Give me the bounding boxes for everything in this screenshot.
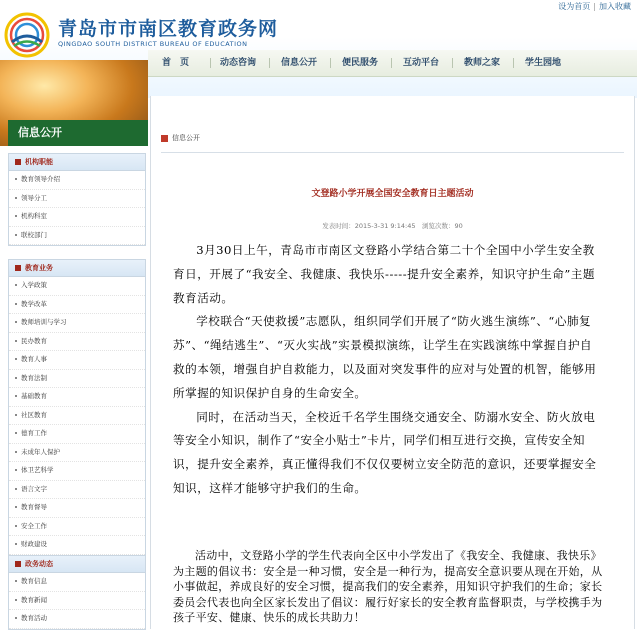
article-title: 文登路小学开展全国安全教育日主题活动: [311, 189, 474, 199]
sidebar-section-header[interactable]: 政务动态: [9, 556, 145, 573]
nav-news[interactable]: 动态咨询: [220, 58, 257, 68]
add-favorite-link[interactable]: 加入收藏: [599, 2, 631, 11]
main-nav: [148, 50, 637, 77]
sidebar-section-news: [8, 555, 146, 630]
nav-divider: [210, 58, 211, 68]
sidebar-item[interactable]: 联校部门: [9, 227, 145, 246]
nav-info-public[interactable]: 信息公开: [281, 58, 318, 68]
section-bullet-icon: [15, 265, 21, 271]
nav-home[interactable]: 首 页: [162, 58, 190, 68]
article-meta: 发表时间：2015-3-31 9:14:45 浏览次数：90: [322, 222, 463, 230]
sidebar-item[interactable]: 德育工作: [9, 425, 145, 444]
nav-divider: [513, 58, 514, 68]
site-logo: [4, 12, 50, 58]
sidebar-item[interactable]: 教育信息: [9, 573, 145, 592]
sidebar-title: 信息公开: [8, 120, 148, 146]
section-bullet-icon: [15, 561, 21, 567]
sidebar-item[interactable]: 教育新闻: [9, 592, 145, 611]
article-paragraph: 学校联合“天使救援”志愿队，组织同学们开展了“防火逃生演练”、“心肺复苏”、“绳结逃生”、“灭火实战”实景模拟演练，让学生在实践演练中掌握自护自救的本领，增强自护自救能力，以及面对突发事件的应对与处置的机智，能够用所掌握的知识保护自身的生命安全。: [173, 314, 597, 400]
site-subtitle: QINGDAO SOUTH DISTRICT BUREAU OF EDUCATION: [58, 40, 248, 48]
nav-interaction[interactable]: 互动平台: [403, 58, 440, 68]
sidebar-item[interactable]: 未成年人保护: [9, 444, 145, 463]
main-content: [150, 96, 635, 629]
sidebar-item[interactable]: 民办教育: [9, 333, 145, 352]
nav-divider: [452, 58, 453, 68]
top-links: [558, 1, 631, 12]
breadcrumb-label[interactable]: 信息公开: [172, 134, 200, 142]
sidebar-item[interactable]: 教学改革: [9, 296, 145, 315]
sidebar-item[interactable]: 教育领导介绍: [9, 171, 145, 190]
sidebar-item[interactable]: 语言文字: [9, 481, 145, 500]
nav-divider: [391, 58, 392, 68]
nav-teachers[interactable]: 教师之家: [464, 58, 501, 68]
breadcrumb: [161, 133, 200, 143]
sidebar-item[interactable]: 教师培训与学习: [9, 314, 145, 333]
sidebar-item[interactable]: 基础教育: [9, 388, 145, 407]
article-body: [173, 239, 601, 501]
nav-services[interactable]: 便民服务: [342, 58, 379, 68]
article-overlay-text: [173, 548, 603, 626]
nav-divider: [330, 58, 331, 68]
breadcrumb-icon: [161, 135, 168, 142]
sidebar-section-org: [8, 153, 146, 246]
sidebar-item[interactable]: 教育法制: [9, 370, 145, 389]
nav-divider: [269, 58, 270, 68]
nav-students[interactable]: 学生园地: [525, 58, 562, 68]
sidebar-item[interactable]: 教育人事: [9, 351, 145, 370]
divider: [161, 152, 624, 153]
site-title: 青岛市市南区教育政务网: [58, 18, 279, 40]
set-home-link[interactable]: 设为首页: [558, 2, 591, 11]
article-paragraph: 同时，在活动当天，全校近千名学生围绕交通安全、防溺水安全、防火放电等安全小知识，制作了“安全小贴士”卡片，同学们相互进行交换，宣传安全知识，提升安全素养，真正懂得我们不仅仅要树立安全防范的意识，还要掌握安全知识，这样才能够守护我们的生命。: [173, 409, 597, 495]
sidebar-section-header[interactable]: 教育业务: [9, 260, 145, 277]
sidebar-item[interactable]: 领导分工: [9, 190, 145, 209]
article-paragraph: 活动中，文登路小学的学生代表向全区中小学发出了《我安全、我健康、我快乐》为主题的倡议书：安全是一种习惯，安全是一种行为，提高安全意识要从现在开始，从小事做起，养成良好的安全习惯，提高我们的安全素养，用知识守护我们的生命；家长委员会代表也向全区家长发出了倡议：履行好家长的安全教育监督职责，与学校携手为孩子平安、健康、快乐的成长共助力！: [173, 549, 603, 624]
sidebar-item[interactable]: 安全工作: [9, 518, 145, 537]
sidebar-item[interactable]: 教育督导: [9, 499, 145, 518]
sidebar-item[interactable]: 体卫艺科学: [9, 462, 145, 481]
sidebar-item[interactable]: 机构科室: [9, 208, 145, 227]
sidebar-section-header[interactable]: 机构职能: [9, 154, 145, 171]
sidebar-item[interactable]: 社区教育: [9, 407, 145, 426]
article-paragraph: 3月30日上午，青岛市市南区文登路小学结合第二十个全国中小学生安全教育日，开展了“我安全、我健康、我快乐-----提升安全素养，知识守护生命”主题教育活动。: [173, 243, 595, 305]
sidebar-item[interactable]: 教育活动: [9, 610, 145, 629]
sidebar-section-business: [8, 259, 146, 556]
top-link-separator: |: [593, 2, 596, 11]
sidebar-item[interactable]: 财政建设: [9, 536, 145, 555]
section-bullet-icon: [15, 159, 21, 165]
sidebar-item[interactable]: 入学政策: [9, 277, 145, 296]
